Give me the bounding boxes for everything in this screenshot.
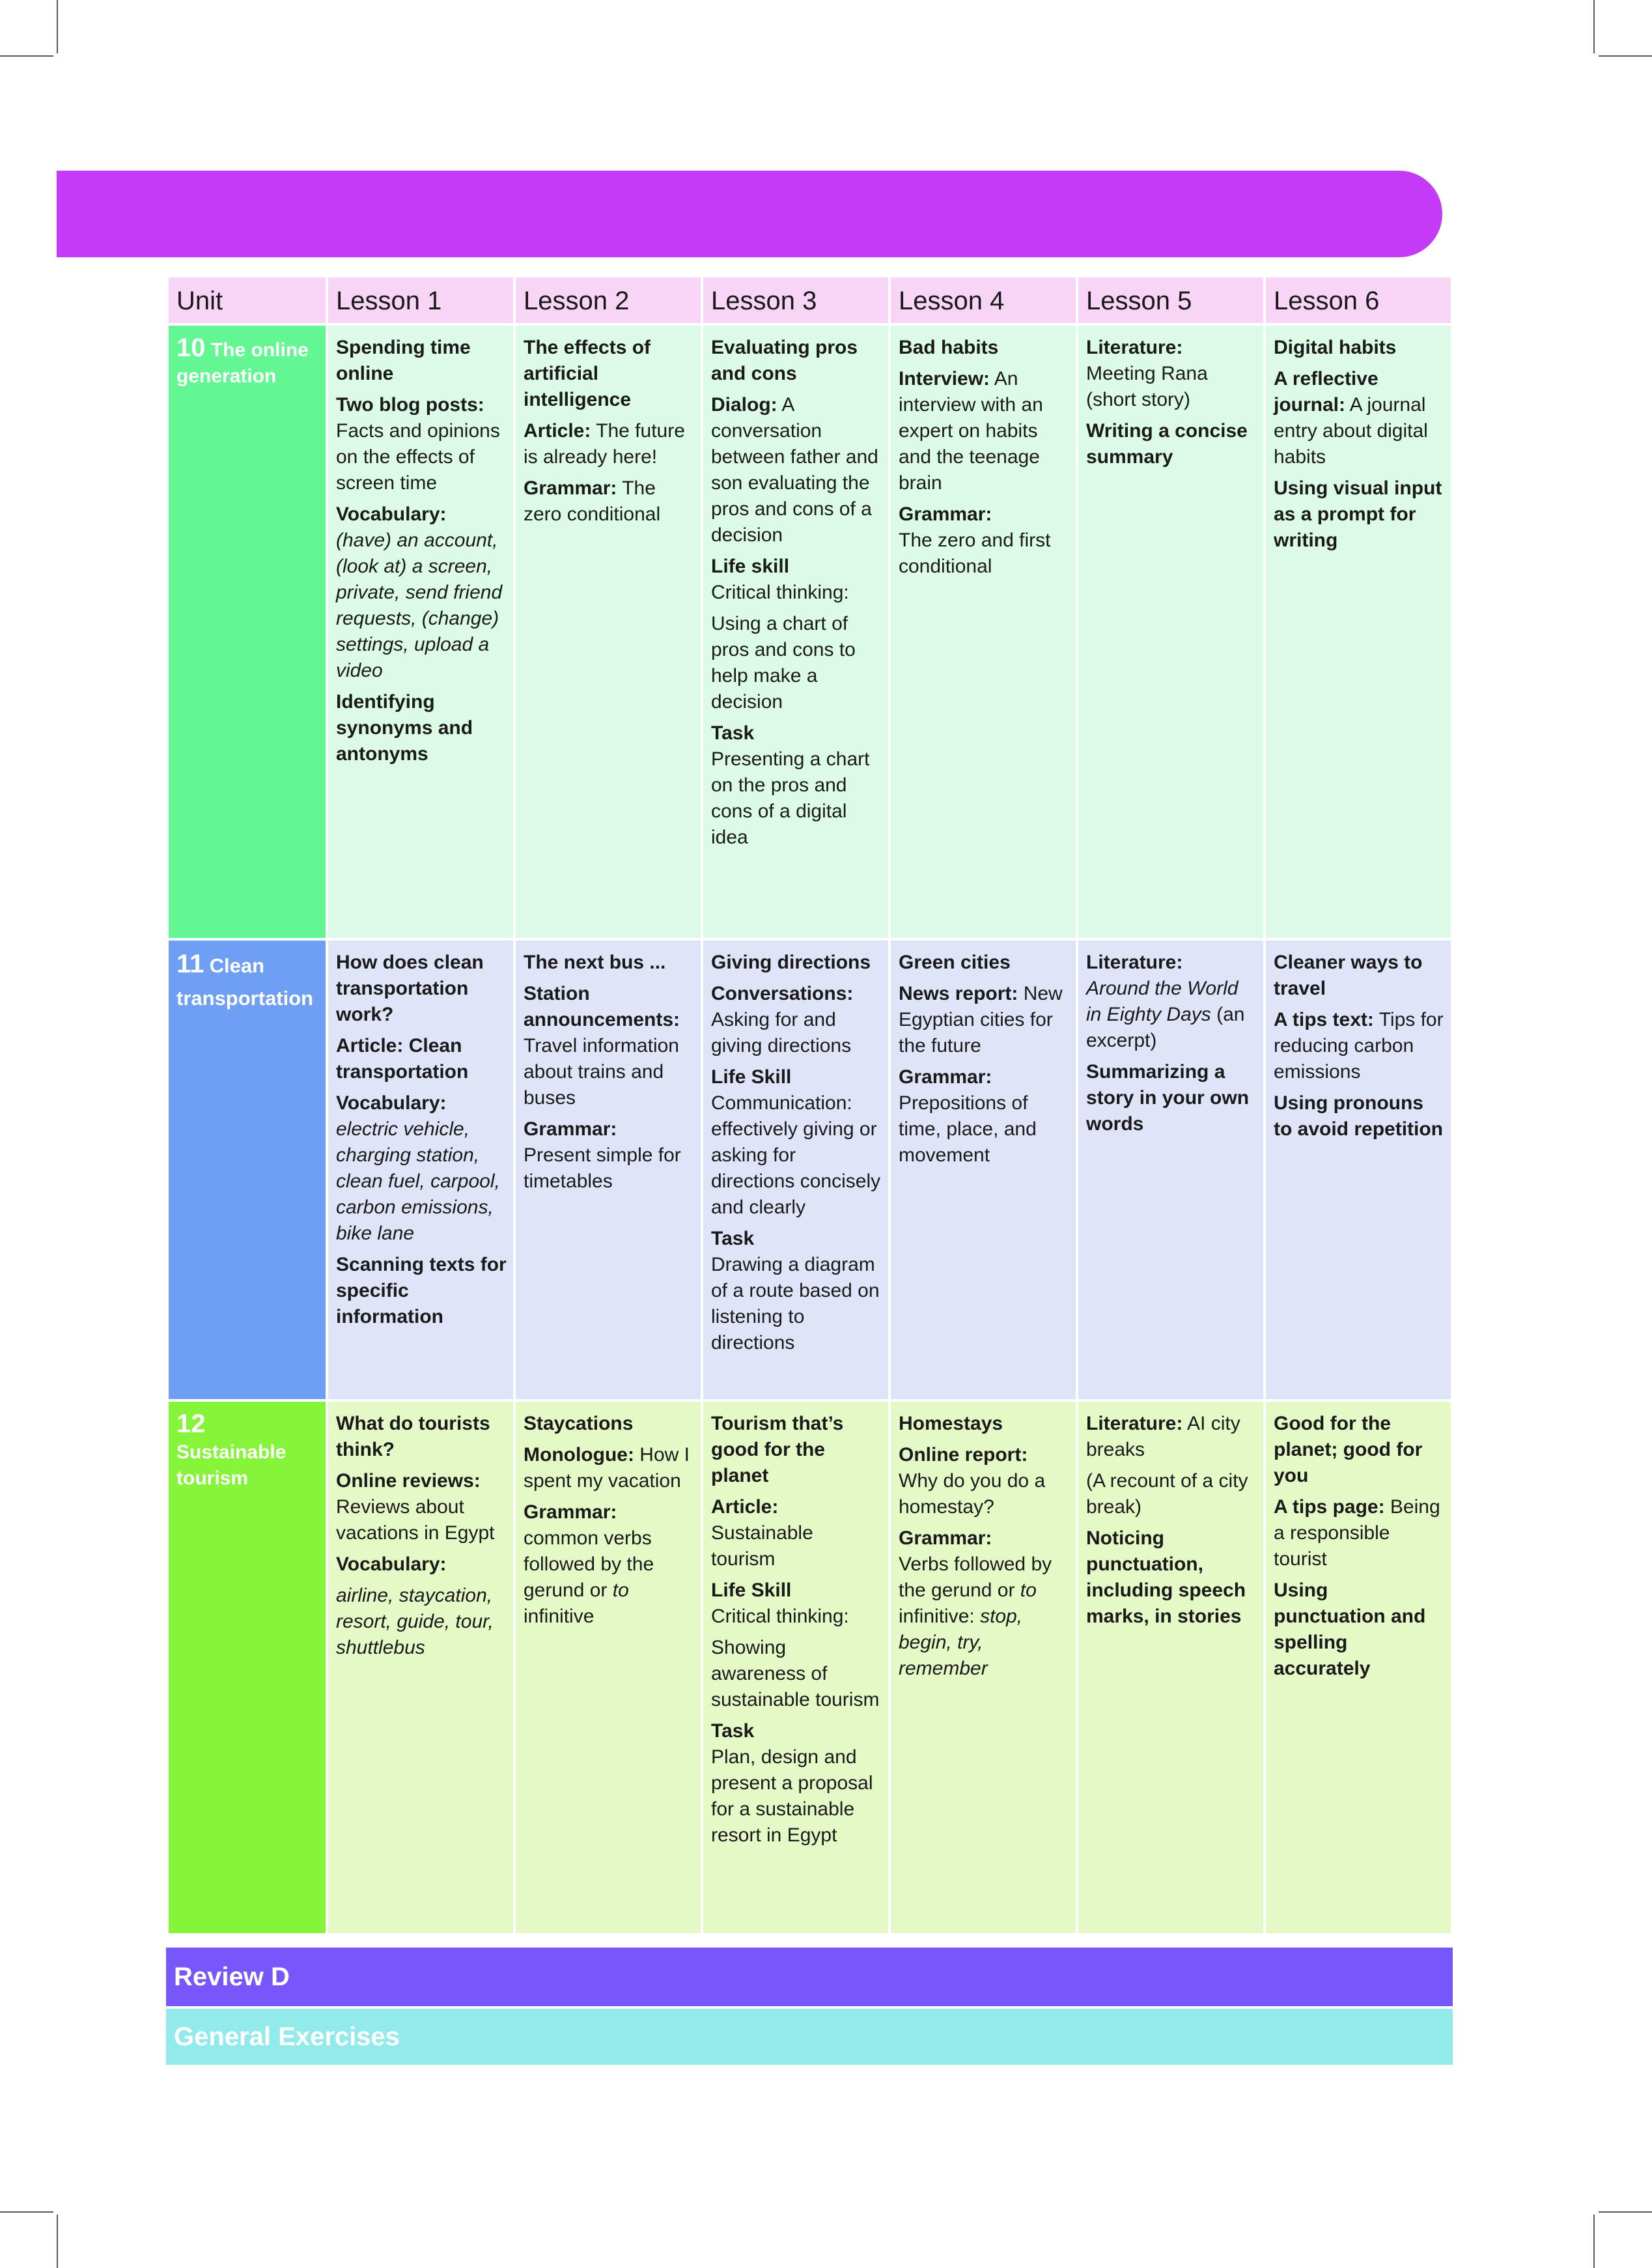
lesson-cell (1266, 326, 1451, 938)
lesson-text: What do tourists think? (336, 1413, 490, 1460)
lesson-line (899, 1064, 1069, 1169)
crop-mark (0, 2211, 53, 2213)
lesson-cell (891, 1402, 1076, 1933)
lesson-line (711, 981, 882, 1059)
lesson-text: Meeting Rana (short story) (1086, 363, 1208, 410)
lesson-line (524, 950, 694, 976)
header-lesson-4: Lesson 4 (891, 277, 1076, 323)
lesson-text: Grammar: (899, 1527, 992, 1549)
lesson-text: Summarizing a story in your own words (1086, 1061, 1250, 1135)
lesson-cell (328, 326, 513, 938)
lesson-text: Communication: effectively giving or asking for directions concisely and clearly (711, 1092, 881, 1218)
lesson-text: Grammar: (524, 1118, 617, 1140)
lesson-text: A conversation between father and son evaluating the pros and cons of a decision (711, 394, 878, 546)
lesson-text: A tips page: (1274, 1496, 1385, 1518)
lesson-text: Spending time online (336, 337, 471, 384)
lesson-text: (an excerpt) (1086, 1004, 1245, 1051)
lesson-line (711, 1064, 882, 1221)
lesson-text: infinitive (524, 1606, 595, 1627)
unit-number: 10 (176, 333, 206, 362)
lesson-text: Vocabulary: (336, 1553, 447, 1575)
lesson-text: A journal entry about digital habits (1274, 394, 1428, 468)
lesson-text: Scanning texts for specific information (336, 1254, 507, 1327)
unit-title: Clean transportation (176, 954, 314, 1010)
lesson-text: stop, begin, try, remember (899, 1606, 1023, 1679)
lesson-text: Why do you do a homestay? (899, 1470, 1046, 1518)
lesson-cell (1078, 1402, 1263, 1933)
lesson-text: to (612, 1580, 629, 1601)
header-lesson-2: Lesson 2 (516, 277, 701, 323)
lesson-text: Sustainable tourism (711, 1522, 813, 1570)
lesson-line (899, 950, 1069, 976)
lesson-line (711, 950, 882, 976)
lesson-cell (891, 326, 1076, 938)
lesson-text: Showing awareness of sustainable tourism (711, 1637, 880, 1710)
unit-row (169, 941, 1451, 1399)
header-row (169, 277, 1451, 323)
lesson-text: Being a responsible tourist (1274, 1496, 1440, 1570)
lesson-text: A tips text: (1274, 1009, 1374, 1030)
lesson-text: Travel information about trains and buses (524, 1035, 679, 1109)
lesson-line (524, 335, 694, 413)
lesson-cell (1266, 1402, 1451, 1933)
lesson-text: Using visual input as a prompt for writing (1274, 477, 1442, 551)
lesson-line (336, 1090, 507, 1247)
lesson-text: Life skill (711, 556, 790, 577)
unit-title: Sustainable tourism (176, 1441, 287, 1489)
unit-number: 12 (176, 1410, 206, 1438)
lesson-text: Article: (711, 1496, 779, 1518)
lesson-line (1086, 1525, 1257, 1630)
lesson-line (524, 1116, 694, 1195)
lesson-line (711, 392, 882, 548)
lesson-line (1086, 1059, 1257, 1137)
lesson-text: Grammar: (524, 1501, 617, 1523)
unit-row (169, 326, 1451, 938)
lesson-text: Noticing punctuation, including speech marks, in stories (1086, 1527, 1246, 1627)
review-bar: Review D (166, 1948, 1453, 2006)
lesson-text: Literature: (1086, 1413, 1183, 1434)
lesson-line (336, 689, 507, 767)
lesson-text: Using punctuation and spelling accurately (1274, 1580, 1426, 1679)
lesson-line (336, 950, 507, 1028)
lesson-line (336, 335, 507, 387)
lesson-text: Online report: (899, 1444, 1028, 1466)
lesson-text: Grammar: (899, 1066, 992, 1088)
lesson-cell (703, 1402, 888, 1933)
lesson-line (1274, 1494, 1444, 1572)
lesson-text: Interview: (899, 368, 990, 390)
lesson-text: Drawing a diagram of a route based on listening to directions (711, 1254, 880, 1354)
lesson-line (1274, 1578, 1444, 1682)
lesson-cell (328, 1402, 513, 1933)
header-lesson-1: Lesson 1 (328, 277, 513, 323)
lesson-cell (328, 941, 513, 1399)
general-exercises-bar: General Exercises (166, 2009, 1453, 2065)
lesson-cell (1078, 941, 1263, 1399)
lesson-text: Digital habits (1274, 337, 1397, 358)
lesson-text: Prepositions of time, place, and movement (899, 1092, 1037, 1166)
lesson-cell (891, 941, 1076, 1399)
lesson-text: Green cities (899, 952, 1011, 973)
crop-mark (1599, 55, 1652, 57)
lesson-text: AI city breaks (1086, 1413, 1240, 1460)
lesson-line (711, 720, 882, 851)
lesson-line (711, 1718, 882, 1849)
lesson-line (899, 1525, 1069, 1682)
lesson-text: Grammar: (524, 477, 617, 499)
lesson-text: Literature: (1086, 952, 1183, 973)
lesson-line (711, 1578, 882, 1630)
lesson-line (711, 1226, 882, 1356)
lesson-text: Bad habits (899, 337, 999, 358)
lesson-line (899, 1411, 1069, 1437)
header-lesson-6: Lesson 6 (1266, 277, 1451, 323)
lesson-line (336, 1468, 507, 1546)
lesson-text: Life Skill (711, 1580, 792, 1601)
lesson-text: Literature: (1086, 337, 1183, 358)
top-banner (57, 171, 1442, 257)
lesson-text: News report: (899, 983, 1018, 1004)
lesson-text: Giving directions (711, 952, 871, 973)
lesson-line (711, 1411, 882, 1489)
lesson-text: Facts and opinions on the effects of screen time (336, 420, 500, 494)
lesson-line (1274, 1007, 1444, 1085)
lesson-line (524, 1499, 694, 1630)
lesson-text: (have) an account, (look at) a screen, private, send friend requests, (change) settings, upload a video (336, 530, 503, 681)
lesson-text: Life Skill (711, 1066, 792, 1088)
header-unit: Unit (169, 277, 326, 323)
lesson-line (336, 392, 507, 496)
contents-table (166, 275, 1453, 1936)
lesson-line (336, 1033, 507, 1085)
lesson-text: Tourism that’s good for the planet (711, 1413, 844, 1486)
lesson-text: to (1020, 1580, 1037, 1601)
lesson-text: The next bus ... (524, 952, 666, 973)
lesson-line (524, 418, 694, 470)
unit-title-cell (169, 326, 326, 938)
crop-mark (1593, 0, 1595, 53)
header-lesson-5: Lesson 5 (1078, 277, 1263, 323)
lesson-line (1274, 950, 1444, 1002)
crop-mark (1599, 2211, 1652, 2213)
lesson-line (899, 502, 1069, 580)
lesson-line (524, 475, 694, 528)
lesson-cell (516, 1402, 701, 1933)
lesson-text: The effects of artificial intelligence (524, 337, 651, 410)
lesson-line (1086, 335, 1257, 413)
lesson-text: Vocabulary: (336, 503, 447, 525)
lesson-line (899, 366, 1069, 496)
lesson-text: The zero and first conditional (899, 530, 1051, 577)
lesson-line (524, 1442, 694, 1494)
lesson-text: Article: Clean transportation (336, 1035, 469, 1083)
lesson-text: Tips for reducing carbon emissions (1274, 1009, 1444, 1083)
lesson-text: Article: (524, 420, 591, 442)
lesson-text: Two blog posts: (336, 394, 484, 416)
lesson-text: Presenting a chart on the pros and cons of a digital idea (711, 748, 870, 848)
unit-row (169, 1402, 1451, 1933)
lesson-text: Reviews about vacations in Egypt (336, 1496, 495, 1544)
lesson-text: infinitive: (899, 1606, 981, 1627)
lesson-text: Using pronouns to avoid repetition (1274, 1092, 1444, 1140)
crop-mark (1593, 2215, 1595, 2268)
lesson-line (711, 554, 882, 606)
lesson-line (1086, 1468, 1257, 1520)
lesson-text: Homestays (899, 1413, 1003, 1434)
lesson-line (336, 1552, 507, 1578)
lesson-text: Present simple for timetables (524, 1144, 681, 1192)
lesson-text: Task (711, 1228, 755, 1249)
lesson-cell (1266, 941, 1451, 1399)
lesson-line (336, 1583, 507, 1661)
lesson-text: Cleaner ways to travel (1274, 952, 1423, 999)
lesson-text: The zero conditional (524, 477, 661, 525)
lesson-line (899, 335, 1069, 361)
lesson-line (524, 1411, 694, 1437)
lesson-cell (1078, 326, 1263, 938)
lesson-text: A reflective journal: (1274, 368, 1379, 416)
lesson-line (711, 1494, 882, 1572)
lesson-text: Vocabulary: (336, 1092, 447, 1114)
lesson-text: Staycations (524, 1413, 634, 1434)
lesson-line (524, 981, 694, 1111)
lesson-text: Evaluating pros and cons (711, 337, 858, 384)
header-lesson-3: Lesson 3 (703, 277, 888, 323)
lesson-text: Identifying synonyms and antonyms (336, 691, 473, 765)
unit-title: The online generation (176, 339, 309, 387)
lesson-text: Dialog: (711, 394, 777, 416)
crop-mark (0, 55, 53, 57)
crop-mark (57, 2215, 58, 2268)
unit-title-cell (169, 941, 326, 1399)
lesson-text: Grammar: (899, 503, 992, 525)
lesson-line (336, 1411, 507, 1463)
lesson-line (1274, 1090, 1444, 1142)
lesson-line (899, 981, 1069, 1059)
lesson-text: Monologue: (524, 1444, 634, 1466)
lesson-line (1274, 1411, 1444, 1489)
lesson-text: How does clean transportation work? (336, 952, 484, 1025)
lesson-text: Using a chart of pros and cons to help make a decision (711, 613, 856, 713)
lesson-line (711, 611, 882, 715)
lesson-line (1086, 1411, 1257, 1463)
lesson-line (1086, 950, 1257, 1054)
lesson-text: Around the World in Eighty Days (1086, 978, 1239, 1025)
unit-title-cell (169, 1402, 326, 1933)
lesson-text: An interview with an expert on habits and the teenage brain (899, 368, 1043, 494)
lesson-text: Conversations: (711, 983, 854, 1004)
lesson-line (1274, 335, 1444, 361)
unit-number: 11 (176, 950, 204, 978)
lesson-text: Good for the planet; good for you (1274, 1413, 1423, 1486)
lesson-line (1274, 475, 1444, 554)
lesson-text: Asking for and giving directions (711, 1009, 852, 1056)
lesson-cell (703, 326, 888, 938)
lesson-text: New Egyptian cities for the future (899, 983, 1063, 1056)
lesson-text: Critical thinking: (711, 582, 849, 603)
lesson-line (1274, 366, 1444, 470)
lesson-text: Plan, design and present a proposal for a sustainable resort in Egypt (711, 1746, 873, 1846)
lesson-text: Critical thinking: (711, 1606, 849, 1627)
lesson-text: Writing a concise summary (1086, 420, 1248, 468)
lesson-line (899, 1442, 1069, 1520)
lesson-line (711, 1635, 882, 1713)
crop-mark (57, 0, 58, 53)
lesson-text: airline, staycation, resort, guide, tour, shuttlebus (336, 1585, 494, 1658)
lesson-text: Verbs followed by the gerund or (899, 1553, 1052, 1601)
lesson-text: Task (711, 1720, 755, 1742)
lesson-text: The future is already here! (524, 420, 685, 468)
lesson-text: Station announcements: (524, 983, 680, 1030)
lesson-text: common verbs followed by the gerund or (524, 1527, 654, 1601)
lesson-text: Online reviews: (336, 1470, 481, 1492)
lesson-line (336, 502, 507, 684)
lesson-cell (516, 941, 701, 1399)
lesson-text: Task (711, 722, 755, 744)
lesson-text: (A recount of a city break) (1086, 1470, 1248, 1518)
lesson-cell (703, 941, 888, 1399)
lesson-line (711, 335, 882, 387)
lesson-line (1086, 418, 1257, 470)
lesson-text: electric vehicle, charging station, clean fuel, carpool, carbon emissions, bike lane (336, 1118, 500, 1244)
lesson-text: How I spent my vacation (524, 1444, 690, 1492)
lesson-cell (516, 326, 701, 938)
lesson-line (336, 1252, 507, 1330)
